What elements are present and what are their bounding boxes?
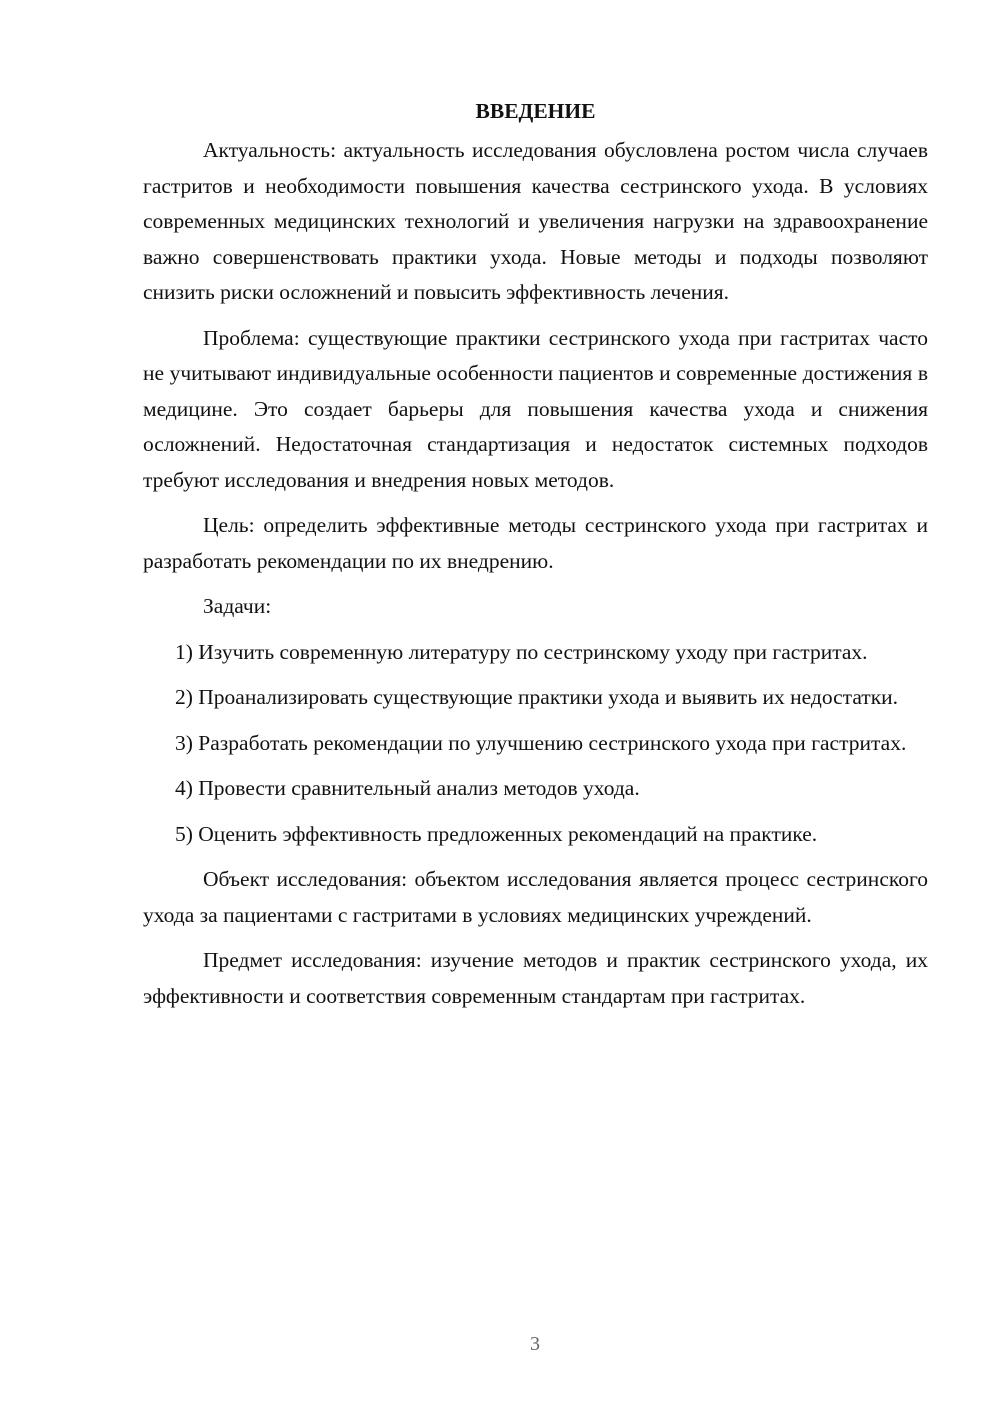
tasks-heading: Задачи: <box>203 594 272 618</box>
task-item: 3) Разработать рекомендации по улучшению сестринского ухода при гастритах. <box>175 730 907 755</box>
relevance-paragraph: Актуальность: актуальность исследования обусловлена ростом числа случаев гастритов и необходимости повышения качества сестринского ухода. В условиях современных медицинских технологий и увеличения нагрузки на здравоохранение важно совершенствовать практики ухода. Новые методы и подходы позволяют снизить риски осложнений и повысить эффективность лечения. <box>143 138 928 304</box>
subject-paragraph: Предмет исследования: изучение методов и практик сестринского ухода, их эффективности и соответствия современным стандартам при гастритах. <box>143 948 928 1008</box>
task-item: 5) Оценить эффективность предложенных рекомендаций на практике. <box>175 821 818 846</box>
object-paragraph: Объект исследования: объектом исследования является процесс сестринского ухода за пациентами с гастритами в условиях медицинских учреждений. <box>143 867 928 927</box>
task-item: 1) Изучить современную литературу по сестринскому уходу при гастритах. <box>175 639 868 664</box>
page-number: 3 <box>530 1333 540 1355</box>
document-page <box>143 95 928 1024</box>
task-item: 2) Проанализировать существующие практики ухода и выявить их недостатки. <box>175 685 899 709</box>
problem-paragraph: Проблема: существующие практики сестринского ухода при гастритах часто не учитывают индивидуальные особенности пациентов и современные достижения в медицине. Это создает барьеры для повышения качества ухода и снижения осложнений. Недостаточная стандартизация и недостаток системных подходов требуют исследования и внедрения новых методов. <box>143 325 928 492</box>
section-title: ВВЕДЕНИЕ <box>475 99 596 123</box>
task-item: 4) Провести сравнительный анализ методов ухода. <box>175 776 640 800</box>
goal-paragraph: Цель: определить эффективные методы сестринского ухода при гастритах и разработать рекомендации по их внедрению. <box>143 513 928 573</box>
